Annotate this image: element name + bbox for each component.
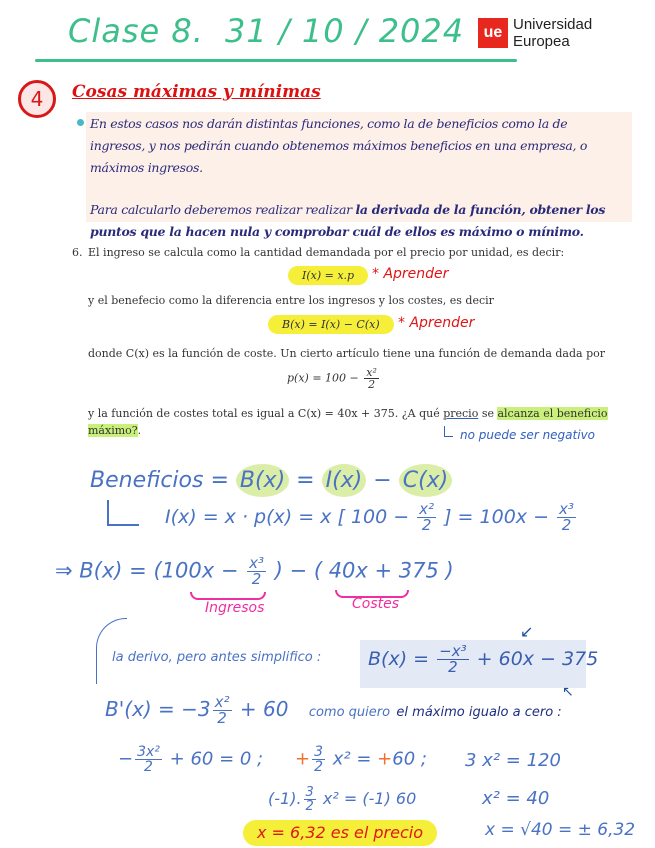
step-2-rest: 60 ;: [392, 748, 427, 770]
minus: −: [118, 748, 134, 770]
problem-line-4-text: y la función de costes total es igual a C(x) = 40x + 375. ¿A qué: [88, 407, 444, 420]
fraction-denominator: 2: [368, 378, 376, 391]
university-logo-mark: ue: [478, 18, 508, 48]
logo-line-1: Universidad: [513, 16, 593, 33]
equation-step-2: [295, 745, 427, 774]
problem-number: 6.: [72, 246, 83, 259]
underbrace-ingresos: [190, 592, 266, 600]
derivative-b: + 60: [239, 697, 289, 721]
problem-line-2: y el benefecio como la diferencia entre los ingresos y los costes, es decir: [88, 294, 494, 307]
box-expr-a: B(x) =: [368, 648, 430, 670]
derivative-a: B'(x) = −3: [105, 697, 211, 721]
formula-income: I(x) = x.p: [288, 266, 368, 285]
class-title: Clase 8.: [68, 12, 204, 50]
problem-line-4-se: se: [478, 407, 498, 420]
fraction-numerator: −x³: [439, 642, 467, 660]
highlight-beneficio: alcanza el beneficio: [497, 407, 608, 420]
plus-orange: +: [295, 748, 311, 770]
class-date: 31 / 10 / 2024: [225, 12, 465, 50]
income-expansion: [165, 502, 578, 533]
profit-definition: [90, 468, 452, 493]
result-highlight: x = 6,32 es el precio: [243, 820, 437, 846]
fraction-denominator: 2: [561, 516, 572, 534]
step-2-mid: x² =: [332, 748, 378, 770]
annotation-arrow-icon: [444, 426, 453, 437]
simplified-profit: [368, 644, 598, 675]
fraction-numerator: x³: [249, 554, 264, 572]
label-beneficios: Beneficios =: [90, 468, 229, 493]
problem-line-5: [88, 424, 141, 437]
arrow-icon: [107, 500, 139, 526]
fraction-denominator: 2: [251, 570, 262, 588]
bullet-icon: [77, 119, 84, 126]
derivative-line: [105, 695, 562, 726]
info-text: [90, 113, 620, 243]
problem-line-4: [88, 407, 608, 420]
fraction-denominator: 2: [314, 759, 324, 775]
section-number-circle: 4: [18, 80, 56, 118]
plus-orange: +: [377, 748, 393, 770]
equation-step-6: x = √40 = ± 6,32: [485, 820, 636, 840]
term-cx: C(x): [399, 464, 453, 497]
info-paragraph-1: En estos casos nos darán distintas funciones, como la de beneficios como la de ingresos, y nos pedirán cuando obtenemos máximos beneficios en una empresa, o máximos ingresos.: [90, 116, 588, 175]
note-como-quiero: como quiero: [308, 705, 391, 720]
equation-step-3: 3 x² = 120: [465, 750, 561, 771]
fraction-numerator: 3: [305, 785, 314, 800]
arrow-up-icon: ↖: [562, 684, 574, 700]
fraction-denominator: 2: [144, 759, 153, 775]
equation-step-5: x² = 40: [482, 788, 550, 809]
profit-expr-a: ⇒ B(x) = (100x −: [55, 558, 239, 583]
fraction-numerator: x²: [214, 693, 230, 711]
note-igualo-cero: el máximo igualo a cero :: [396, 705, 562, 720]
fraction-denominator: 2: [217, 709, 227, 727]
minus: −: [373, 468, 392, 493]
fraction-numerator: x³: [559, 500, 574, 518]
equation-step-4: [268, 786, 416, 813]
formula-profit: B(x) = I(x) − C(x): [268, 315, 394, 334]
arrow-down-icon: ↙: [520, 622, 534, 641]
title-underline: [35, 59, 517, 62]
step-1-rest: + 60 = 0 ;: [169, 748, 264, 770]
fraction-numerator: x²: [366, 366, 377, 379]
fraction-numerator: x²: [419, 500, 435, 518]
word-precio: precio: [443, 407, 479, 420]
label-ingresos: Ingresos: [205, 600, 265, 616]
income-expr-b: ] = 100x −: [444, 506, 549, 528]
fraction-denominator: 2: [421, 516, 432, 534]
note-aprender-2: * Aprender: [398, 315, 475, 331]
term-bx: B(x): [236, 464, 289, 497]
section-heading: Cosas máximas y mínimas: [72, 82, 321, 102]
highlight-maximo: máximo?: [88, 424, 138, 437]
equals: =: [296, 468, 315, 493]
logo-line-2: Europea: [513, 33, 570, 50]
problem-line-1: El ingreso se calcula como la cantidad demandada por el precio por unidad, es decir:: [88, 246, 565, 259]
profit-expr-b: ) − ( 40x + 375 ): [274, 558, 454, 583]
annotation-negative: no puede ser negativo: [460, 428, 596, 442]
fraction-denominator: 2: [448, 658, 458, 676]
fraction-denominator: 2: [305, 799, 314, 814]
info-paragraph-2-bold: la derivada de la función, obtener los puntos que la hacen nula y comprobar cuál de ellos es máximo o mínimo.: [90, 202, 606, 239]
problem-line-3: donde C(x) es la función de coste. Un cierto artículo tiene una función de demanda dada por: [88, 347, 605, 360]
note-aprender-1: * Aprender: [372, 266, 449, 282]
profit-expansion: [55, 556, 454, 587]
university-logo-text: [513, 16, 592, 50]
box-expr-b: + 60x − 375: [476, 648, 599, 670]
label-costes: Costes: [352, 596, 400, 612]
fraction-numerator: 3: [314, 744, 324, 760]
step-4-a: (-1).: [268, 789, 302, 808]
problem-line-5-end: .: [137, 424, 142, 437]
step-4-b: x² = (-1) 60: [322, 789, 417, 808]
income-expr-a: I(x) = x · p(x) = x [ 100 −: [165, 506, 410, 528]
info-paragraph-2: Para calcularlo deberemos realizar realizar: [90, 202, 356, 217]
formula-demand-left: p(x) = 100 −: [287, 371, 359, 385]
equation-step-1: [118, 745, 263, 774]
fraction-numerator: 3x²: [137, 744, 160, 760]
term-ix: I(x): [322, 464, 367, 497]
formula-demand: [287, 367, 381, 390]
simplify-note: la derivo, pero antes simplifico :: [112, 650, 322, 665]
